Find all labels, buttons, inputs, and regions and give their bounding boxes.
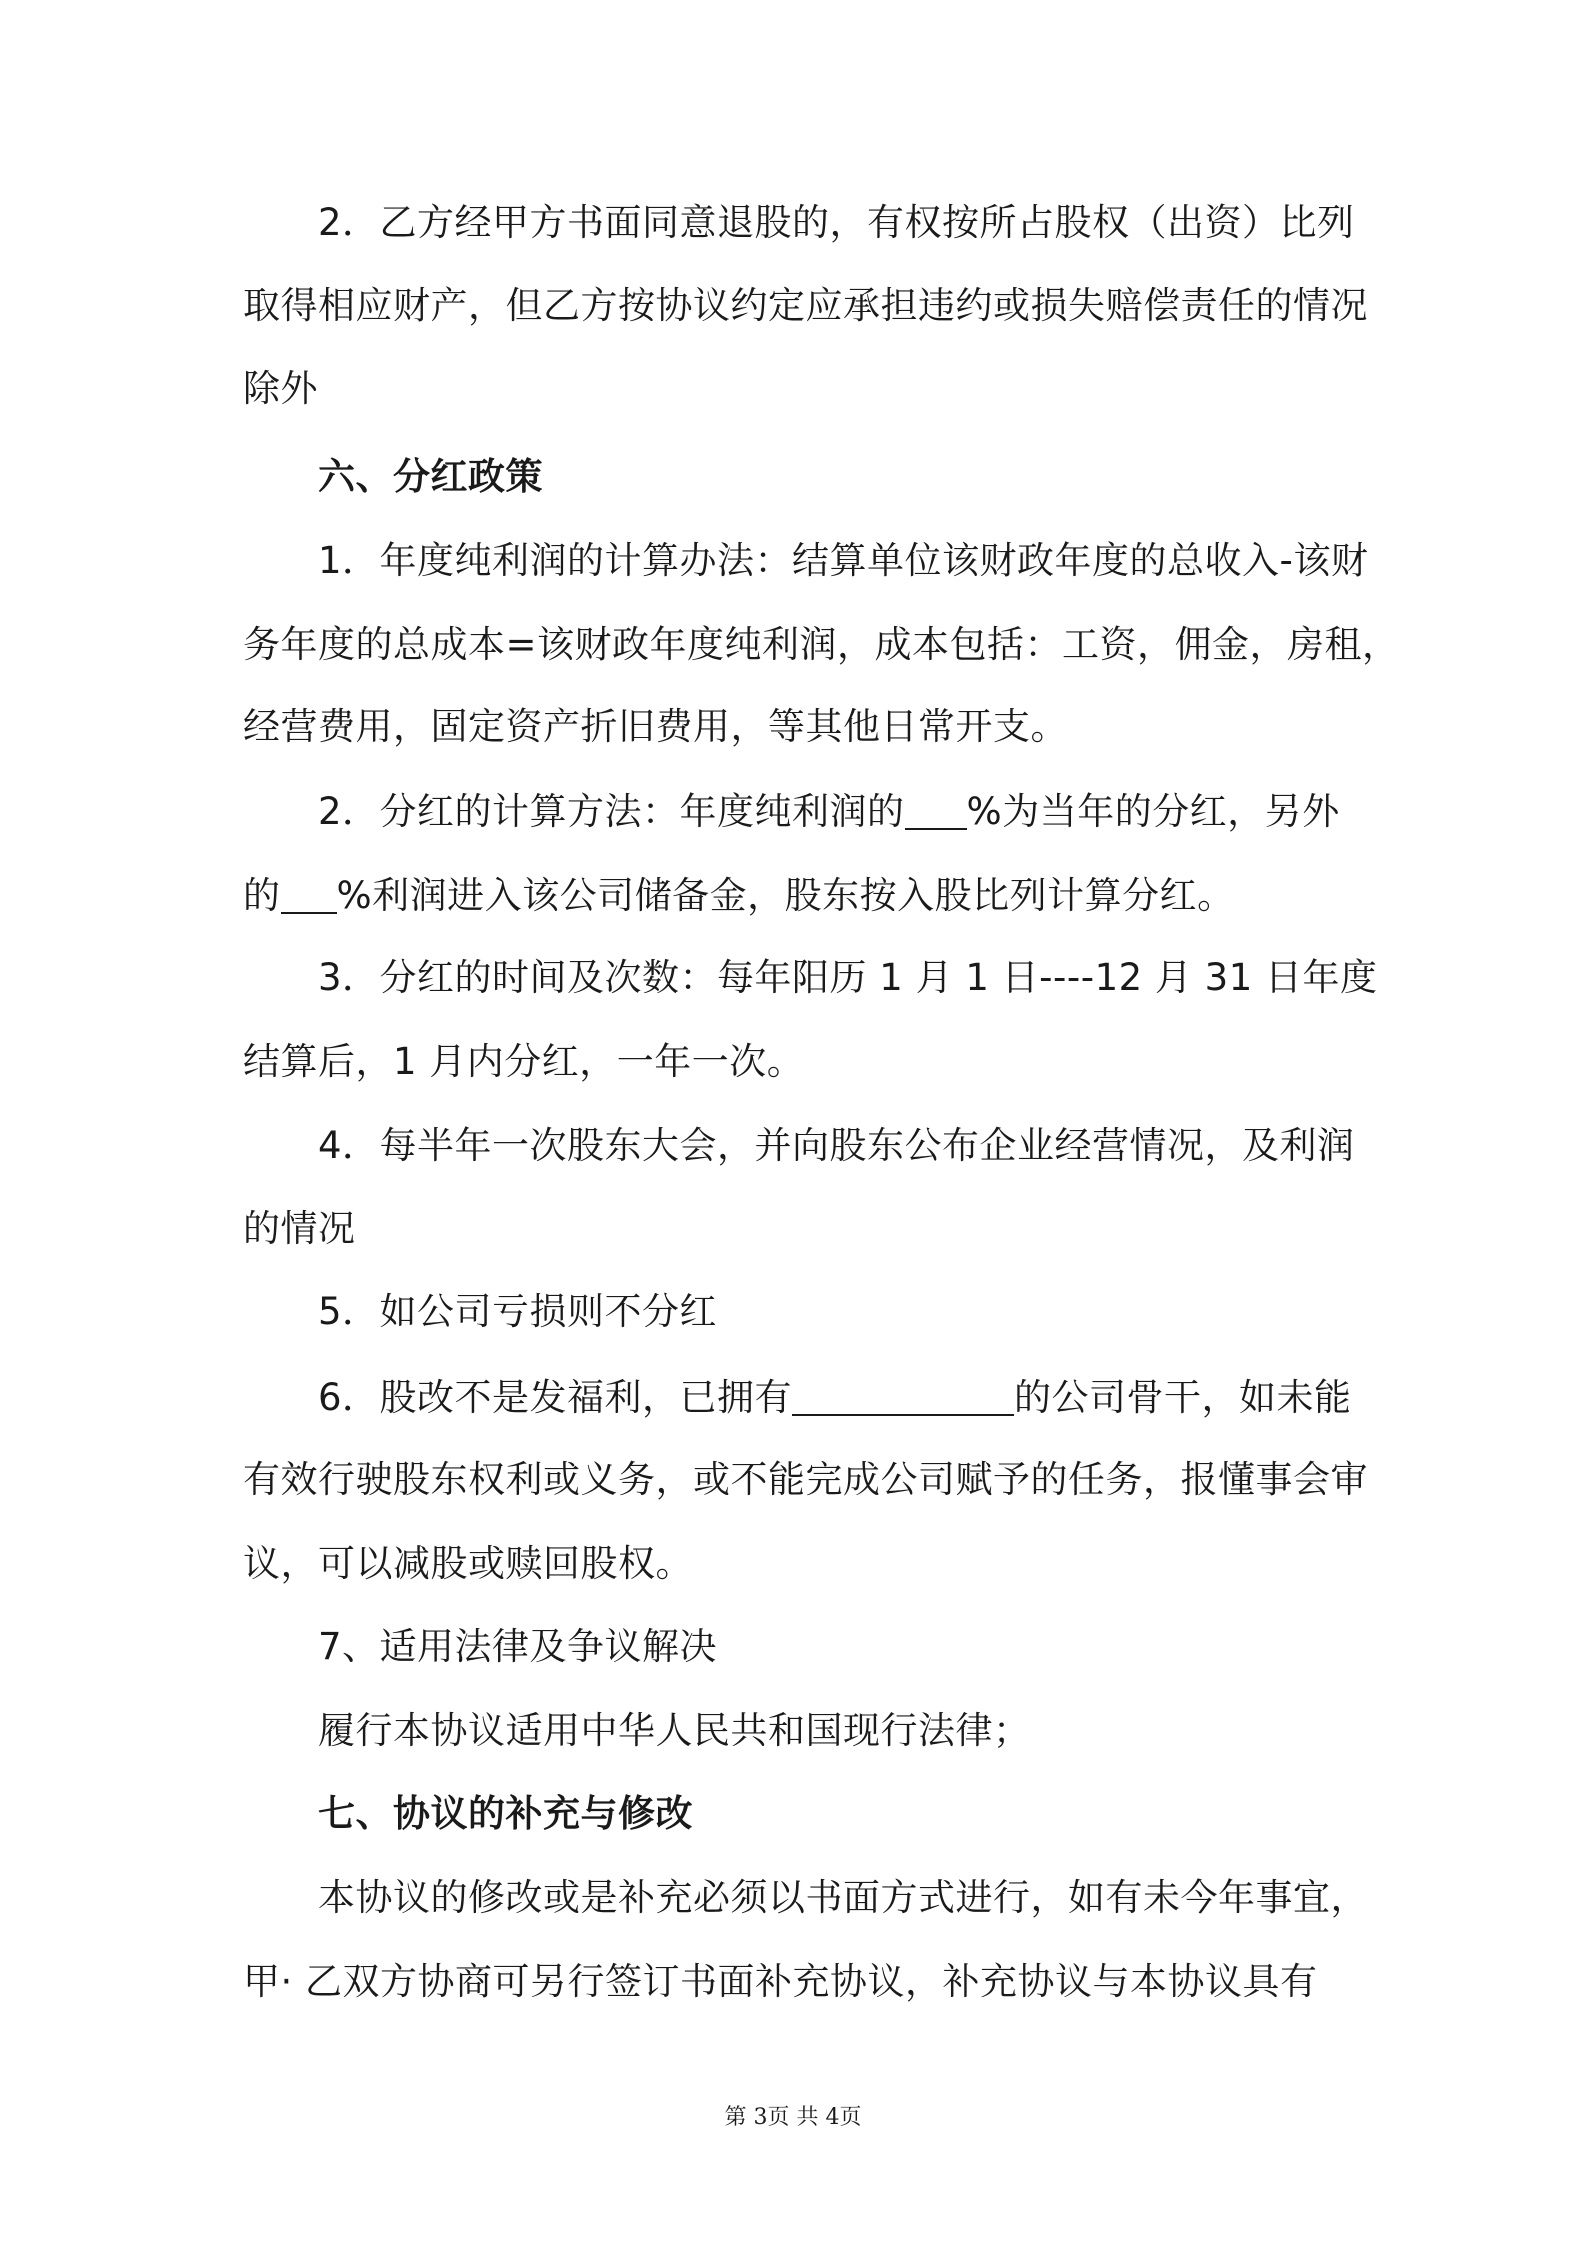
section-7-line-1: 本协议的修改或是补充必须以书面方式进行，如有未今年事宜， xyxy=(318,1876,1368,1919)
dividend-2b-text-post: %利润进入该公司储备金，股东按入股比列计算分红。 xyxy=(336,874,1235,917)
backbone-blank xyxy=(792,1378,1014,1416)
dividend-5-line: 5．如公司亏损则不分红 xyxy=(318,1290,718,1333)
section-7-line-2: 甲· 乙双方协商可另行签订书面补充协议，补充协议与本协议具有 xyxy=(243,1960,1318,2003)
clause-7-body: 履行本协议适用中华人民共和国现行法律； xyxy=(318,1709,1031,1752)
dividend-1-line-1: 1．年度纯利润的计算办法：结算单位该财政年度的总收入-该财 xyxy=(318,539,1369,582)
dividend-2-line-2 xyxy=(243,874,1235,917)
dividend-2-text-post: %为当年的分红，另外 xyxy=(966,790,1340,833)
dividend-percent-blank xyxy=(905,792,967,830)
clause-2-line-2: 取得相应财产，但乙方按协议约定应承担违约或损失赔偿责任的情况 xyxy=(243,284,1368,327)
section-7-heading: 七、协议的补充与修改 xyxy=(318,1792,693,1835)
dividend-2-line-1 xyxy=(318,790,1340,833)
dividend-3-line-1: 3．分红的时间及次数：每年阳历 1 月 1 日----12 月 31 日年度 xyxy=(318,956,1378,999)
page-number: 第 3页 共 4页 xyxy=(724,2105,862,2130)
dividend-1-line-2: 务年度的总成本=该财政年度纯利润，成本包括：工资，佣金，房租， xyxy=(243,623,1400,666)
clause-2-line-3: 除外 xyxy=(243,367,318,410)
reserve-percent-blank xyxy=(281,876,337,914)
dividend-2b-text-pre: 的 xyxy=(243,874,281,917)
dividend-3-line-2: 结算后，1 月内分红，一年一次。 xyxy=(243,1040,805,1083)
clause-2-line-1: 2．乙方经甲方书面同意退股的，有权按所占股权（出资）比列 xyxy=(318,201,1355,244)
clause-7-heading: 7、适用法律及争议解决 xyxy=(318,1625,718,1668)
dividend-6-line-1 xyxy=(318,1376,1352,1419)
dividend-6-line-2: 有效行驶股东权利或义务，或不能完成公司赋予的任务，报懂事会审 xyxy=(243,1458,1368,1501)
dividend-6-text-pre: 6．股改不是发福利，已拥有 xyxy=(318,1376,793,1419)
dividend-4-line-1: 4．每半年一次股东大会，并向股东公布企业经营情况，及利润 xyxy=(318,1124,1355,1167)
dividend-6-text-post: 的公司骨干，如未能 xyxy=(1014,1376,1352,1419)
dividend-6-line-3: 议，可以减股或赎回股权。 xyxy=(243,1542,693,1585)
dividend-4-line-2: 的情况 xyxy=(243,1207,356,1250)
dividend-1-line-3: 经营费用，固定资产折旧费用，等其他日常开支。 xyxy=(243,705,1068,748)
dividend-2-text-pre: 2．分红的计算方法：年度纯利润的 xyxy=(318,790,905,833)
section-6-heading: 六、分红政策 xyxy=(318,455,543,498)
